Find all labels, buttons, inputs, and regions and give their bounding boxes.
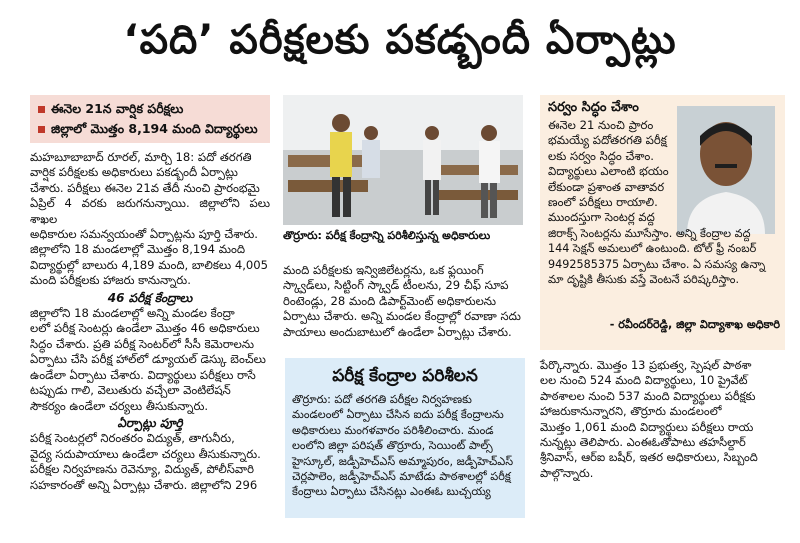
column-1 xyxy=(30,150,270,493)
intro-line: విద్యార్థుల్లో బాలురు 4,189 మంది, బాలికలు 4,005 xyxy=(30,257,269,272)
sidebar-narrow-text xyxy=(548,118,674,226)
bullet-square-icon xyxy=(38,126,45,133)
subhead: 46 పరీక్ష కేంద్రాలు xyxy=(107,290,193,305)
sidebar-wide-text xyxy=(548,226,780,288)
intro-line: అధికారుల సమన్వయంతో ఏర్పాట్లను పూర్తి చేశారు. xyxy=(30,227,258,242)
photo-illustration xyxy=(283,95,523,225)
highlight-text: ఈనెల 21న వార్షిక పరీక్షలు xyxy=(51,101,184,116)
box2-line: చెర్లపాలెం, జడ్పీహెచ్ఎస్ మాటేడు పాఠశాలల్లో పరీక్ష xyxy=(292,470,511,484)
sidebar-title: సర్వం సిద్ధం చేశాం xyxy=(548,100,639,115)
column-line: ఏర్పాటు చేశారు. అన్ని మండల కేంద్రాల్లో రవాణా సదు xyxy=(283,309,521,324)
column-line: మంది పరీక్షలకు ఇన్విజిలేటర్లను, ఒక ఫ్లయింగ్ xyxy=(283,263,484,277)
column-4 xyxy=(540,358,785,481)
portrait-illustration xyxy=(677,106,775,234)
sidebar-line: 9492585375 ఏర్పాటు చేశాం. ఏ సమస్య ఉన్నా xyxy=(548,257,766,271)
inspection-photo xyxy=(283,95,523,225)
sidebar-signature: - రవీందర్‌రెడ్డి, జిల్లా విద్యాశాఖ అధికారి xyxy=(609,318,780,331)
column-line: లల నుంచి 524 మంది విద్యార్థులు, 10 ప్రైవేట్ xyxy=(540,373,748,388)
section-line: పరీక్షల నిర్వహణను రెవెన్యూ, విద్యుత్, పోలీస్‌వారి xyxy=(30,462,254,477)
section-line: సౌకర్యం ఉండేలా చర్యలు తీసుకున్నారు. xyxy=(30,398,209,413)
box2-line: మండలంలో ఏర్పాటు చేసిన ఐదు పరీక్ష కేంద్రాలను xyxy=(292,408,504,422)
section-line: జిల్లాలోని 18 మండలాల్లో అన్ని మండల కేంద్రా xyxy=(30,306,235,321)
sidebar-line: 144 సెక్షన్ అమలులో ఉంటుంది. టోల్ ఫ్రీ నంబర్ xyxy=(548,242,757,256)
headline: ‘పది’ పరీక్షలకు పకడ్బందీ ఏర్పాట్లు xyxy=(123,17,677,63)
column-line: శ్రీనివాస్, ఆర్‌ఐ బషీర్, ఇతర అధికారులు, సిబ్బంది xyxy=(540,450,758,465)
highlight-item xyxy=(30,99,270,119)
highlight-item xyxy=(30,119,270,139)
intro-line: ఏప్రిల్ 4 వరకు జరుగనున్నాయి. జిల్లాలోని పలు శాఖల xyxy=(30,196,270,226)
section-line: వైద్య సదుపాయాలు ఉండేలా చర్యలు తీసుకున్నారు. xyxy=(30,446,261,461)
box2-line: లంలోని జిల్లా పరిషత్ తొర్రూరు, సెయింట్ పాల్స్ xyxy=(292,439,493,453)
box2-text xyxy=(292,392,520,500)
box2-title: పరీక్ష కేంద్రాల పరిశీలన xyxy=(332,366,478,386)
sidebar-line: భమయ్యే పదోతరగతి పరీక్ష xyxy=(548,133,667,148)
sidebar-line: లేకుండా ప్రశాంత వాతావర xyxy=(548,179,665,194)
column-line: నున్నట్లు తెలిపారు. ఎంఈఓతోపాటు తహసీల్దార్ xyxy=(540,435,746,450)
column-line: స్క్వాడ్‌లు, సిట్టింగ్ స్క్వాడ్ టీంలను, 29 చీఫ్ సూప xyxy=(283,278,509,293)
column-2 xyxy=(283,263,525,340)
column-line: పాయాలు అందుబాటులో ఉండేలా ఏర్పాట్లు చేశారు. xyxy=(283,324,512,339)
sidebar-line: లకు సర్వం సిద్ధం చేశాం. xyxy=(548,148,654,163)
intro-line: చేశారు. పరీక్షలు ఈనెల 21వ తేదీ నుంచి ప్రారంభమై xyxy=(30,180,260,195)
sidebar-line: ణంలో పరీక్షలు రాయాలి. xyxy=(548,195,658,210)
intro-line: మంది పరీక్షలకు హాజరు కానున్నారు. xyxy=(30,273,191,288)
column-line: పాల్గొన్నారు. xyxy=(540,465,594,480)
section-line: లలో పరీక్ష సెంటర్లు ఉండేలా మొత్తం 46 అధికారులు xyxy=(30,321,260,336)
section-line: టప్పుడు గాలి, వెలుతురు వచ్చేలా వెంటిలేషన్ xyxy=(30,383,231,398)
column-line: రింటెండ్లు, 28 మంది డిపార్ట్‌మెంట్ అధికారులను xyxy=(283,293,496,308)
box2-line: హైస్కూల్, జడ్పీహెచ్ఎస్ అమ్మాపురం, జడ్పీహెచ్ఎస్ xyxy=(292,454,514,468)
section-line: ఉండేలా ఏర్పాటు చేశారు. విద్యార్థులు పరీక్షలు రాసే xyxy=(30,367,256,382)
subhead: ఏర్పాట్లు పూర్తి xyxy=(117,415,183,430)
sidebar-line: మా దృష్టికి తీసుకు వస్తే వెంటనే పరిష్కరిస్తాం. xyxy=(548,273,739,287)
intro-line: మహబూబాబాద్ రూరల్, మార్చి 18: పదో తరగతి xyxy=(30,150,252,164)
official-photo xyxy=(677,106,775,234)
sidebar-line: జిరాక్స్ సెంటర్లను మూసేస్తాం. అన్ని కేంద్రాల వద్ద xyxy=(548,227,751,240)
section-line: పరీక్ష సెంటర్లలో నిరంతరం విద్యుత్, తాగునీరు, xyxy=(30,431,235,446)
column-line: పేర్కొన్నారు. మొత్తం 13 ప్రభుత్వ, స్పెషల్ పాఠశా xyxy=(540,358,752,372)
bullet-square-icon xyxy=(38,106,45,113)
intro-line: వార్షిక పరీక్షలకు అధికారులు పకడ్బందీ ఏర్పాట్లు xyxy=(30,165,238,180)
section-line: ఏర్పాటు చేసి పరీక్ష హాల్‌లో డ్యూయల్ డెస్కు బెంచ్‌లు xyxy=(30,352,266,367)
sidebar-line: ఈనెల 21 నుంచి ప్రారం xyxy=(548,118,654,132)
sidebar-line: ముందస్తుగా సెంటర్ల వద్ద xyxy=(548,210,655,225)
box2-line: కేంద్రాలు ఏర్పాటు చేసినట్లు ఎంఈఓ బుచ్చయ్య xyxy=(292,485,491,499)
sidebar-line: విద్యార్థులు ఎలాంటి భయం xyxy=(548,164,669,179)
box2-line: అధికారులు మంగళవారం పరిశీలించారు. మండ xyxy=(292,423,494,437)
photo-caption: తొర్రూరు: పరీక్ష కేంద్రాన్ని పరిశీలిస్తున్న అధికారులు xyxy=(283,229,491,242)
column-line: హాజరుకానున్నారని, తొర్రూరు మండలంలో xyxy=(540,404,722,419)
box2-line: తొర్రూరు: పదో తరగతి పరీక్షల నిర్వహణకు xyxy=(292,393,472,406)
intro-line: జిల్లాలోని 18 మండలాల్లో మొత్తం 8,194 మంది xyxy=(30,242,246,257)
column-line: మొత్తం 1,061 మంది విద్యార్థులు పరీక్షలు రాయ xyxy=(540,419,754,434)
highlight-text: జిల్లాలో మొత్తం 8,194 మంది విద్యార్థులు xyxy=(51,121,258,136)
section-line: సహకారంతో అన్ని ఏర్పాట్లు చేశారు. జిల్లాలోని 296 xyxy=(30,477,258,492)
column-line: పాఠశాలల నుంచి 537 మంది విద్యార్థులు పరీక్షకు xyxy=(540,388,756,403)
highlights-box xyxy=(30,95,270,143)
section-line: సిద్ధం చేశారు. ప్రతి పరీక్ష సెంటర్‌లో సీసీ కెమెరాలను xyxy=(30,336,255,351)
